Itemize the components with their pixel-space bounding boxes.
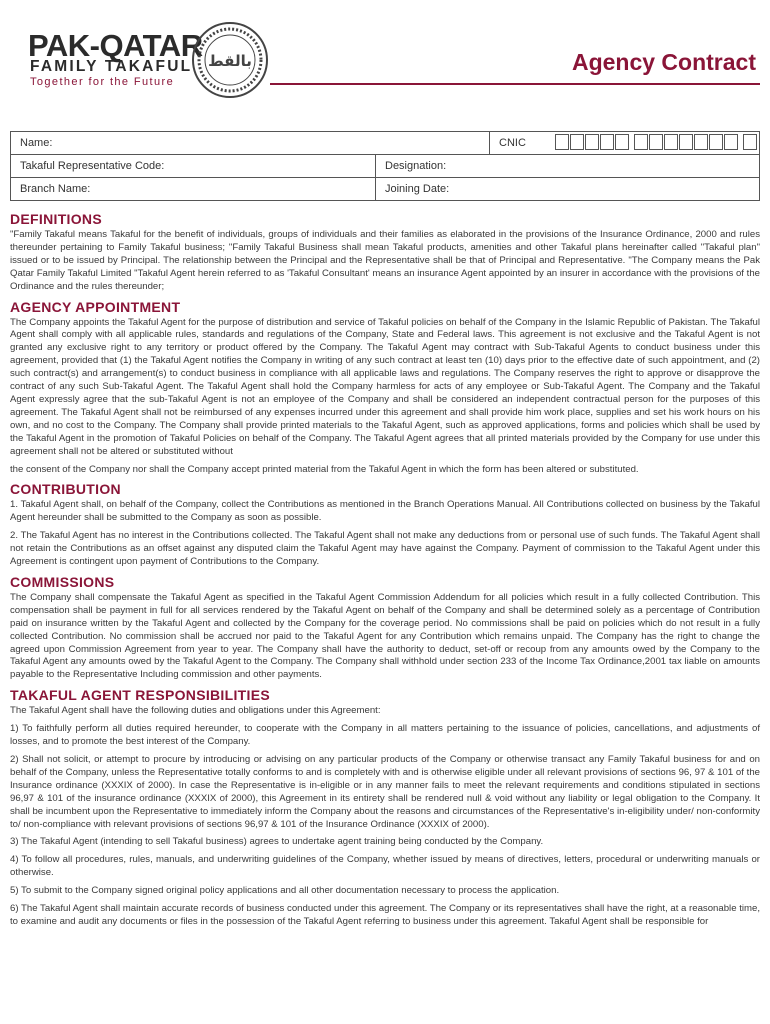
- cnic-digit-box[interactable]: [615, 134, 629, 150]
- section-paragraph: 2) Shall not solicit, or attempt to procure by introducing or advising on any particular products of the Company or otherwise transact any Family Takaful business for and on behalf of the Company, unless the Representative totally conforms to and is completely with and is otherwise eligible under all relevant provisions of sections 96, 97 & 101 of the Insurance ordinance (XXXIX of 2000). In case the Representative is in-eligible or in any manner fails to meet the relevant requirements and conditions stipulated in sections 96,97 & 101 of the insurance ordinance (XXXIX of 2000), this Agreement in its entirety shall be rendered null & void without any liability or legal obligation to the Company. It shall be incumbent upon the Representative to immediately inform the Company about the reasons and circumstances of the Representative's in-eligibility under/ non-conformity to/ non-compliance with relevant provisions of sections 96,97 & 101 of the Insurance Ordinance (XXXIX of 2000).: [10, 754, 760, 830]
- cnic-digit-box[interactable]: [600, 134, 614, 150]
- company-seal-logo: [190, 20, 270, 100]
- cnic-digit-box[interactable]: [679, 134, 693, 150]
- section-paragraph: 1) To faithfully perform all duties required hereunder, to cooperate with the Company in all matters pertaining to the issuance of policies, cancellations, and adjustments of losses, and to promote the best interest of the Company.: [10, 723, 760, 748]
- branch-field[interactable]: [11, 178, 376, 201]
- cnic-digit-box[interactable]: [709, 134, 723, 150]
- section-paragraph: The Company shall compensate the Takaful Agent as specified in the Takaful Agent Commission Addendum for all policies which result in a fully collected Contribution. This compensation shall be payment in full for all services rendered by the Takaful Agent on behalf of the Company and shall be determined solely as a percentage of Contribution paid on insurance written by the Takaful Agent and collected by the Company for the coverage period. No commissions shall be paid on policies which do not result in a fully collected Contribution. No commission shall be accrued nor paid to the Takaful Agent for any Contribution which remains unpaid. The Company has the right to change the agreed upon Commission Agreement from year to year. The Company shall have the authority to deduct, set-off or recoup from any amounts owed by the Company to the Takaful Agent any amounts owed by the Takaful Agent to the Company. The Company shall withhold under section 233 of the Income Tax Ordinance,2001 tax liable on amounts payable to the Representative Including commission and other payments.: [10, 591, 760, 681]
- brand-subname: FAMILY TAKAFUL: [30, 58, 193, 75]
- section-paragraph: "Family Takaful means Takaful for the benefit of individuals, groups of individuals and their families as elaborated in the provisions of the Insurance Ordinance, 2000 and rules thereunder pertaining to Family Takaful business; "Family Takaful Business shall mean Takaful products, amenities and other Takaful plans hereinafter called "Takaful plan" issued or to be issued by Principal. The relationship between the Principal and the Representative shall be that of Principal and Representative. "The Company means the Pak Qatar Family Takaful Limited "Takaful Agent herein referred to as 'Takaful Consultant' means an insurance Agent appointed by an insurer in accordance with the provisions of the Ordinance and the rules thereunder;: [10, 229, 760, 292]
- section-paragraph: 2. The Takaful Agent has no interest in the Contributions collected. The Takaful Agent shall not make any deductions from or personal use of such funds. The Takaful Agent shall not retain the Contributions as an offset against any disputed claim the Takaful Agent may have against the Company. Payment of commission to the Takaful Agent under this Agreement is contingent upon payment of Contributions to the Company.: [10, 530, 760, 568]
- section-paragraph: 4) To follow all procedures, rules, manuals, and underwriting guidelines of the Company, whether issued by means of directives, letters, procedural or underwriting manuals or otherwise.: [10, 854, 760, 879]
- svg-text:ﺑﺎﻟﻘﻂ: ﺑﺎﻟﻘﻂ: [208, 52, 252, 70]
- section-paragraph: 6) The Takaful Agent shall maintain accurate records of business conducted under this agreement. The Company or its representatives shall have the right, at a reasonable time, to examine and audit any documents or files in the possession of the Takaful Agent referring to business under this agreement. Takaful Agent shall be responsible for: [10, 903, 760, 927]
- branch-label: Branch Name:: [20, 183, 91, 195]
- rep-code-field[interactable]: [11, 155, 376, 178]
- section-heading: AGENCY APPOINTMENT: [10, 298, 181, 315]
- section-commissions: [10, 574, 760, 682]
- cnic-digit-box[interactable]: [743, 134, 757, 150]
- cnic-digit-box[interactable]: [724, 134, 738, 150]
- joining-date-field[interactable]: [376, 178, 760, 201]
- section-paragraph: 5) To submit to the Company signed original policy applications and all other documentation necessary to process the application.: [10, 885, 560, 897]
- section-paragraph: the consent of the Company nor shall the Company accept printed material from the Takaful Agent in which the form has been altered or substituted.: [10, 463, 639, 475]
- designation-field[interactable]: [376, 155, 760, 178]
- cnic-digit-box[interactable]: [634, 134, 648, 150]
- brand-tagline: Together for the Future: [30, 76, 175, 88]
- cnic-boxes[interactable]: [555, 134, 758, 153]
- cnic-digit-box[interactable]: [570, 134, 584, 150]
- section-paragraph: 3) The Takaful Agent (intending to sell Takaful business) agrees to undertake agent training being conducted by the Company.: [10, 836, 544, 848]
- joining-date-label: Joining Date:: [385, 183, 450, 195]
- cnic-digit-box[interactable]: [664, 134, 678, 150]
- brand-name: PAK-QATAR: [28, 28, 203, 63]
- cnic-field[interactable]: [490, 132, 760, 155]
- section-agency-appointment: [10, 299, 760, 477]
- section-heading: DEFINITIONS: [10, 211, 102, 227]
- section-heading: COMMISSIONS: [10, 573, 115, 590]
- section-takaful-agent-responsibilities: [10, 687, 760, 929]
- cnic-digit-box[interactable]: [555, 134, 569, 150]
- document-title: Agency Contract: [571, 49, 756, 75]
- section-paragraph: The Company appoints the Takaful Agent for the purpose of distribution and service of Takaful policies on behalf of the Company in the Islamic Republic of Pakistan. The Takaful Agent shall comply with all applicable rules, standards and regulations of the Company, State and Federal laws. This agreement is not exclusive and the Takaful Agent is not granted any exclusive right to any territory or product offered by the Company. The Takaful Agent may contract with Sub-Takaful Agents to conduct business under this agreement, provided that (1) the Takaful Agent notifies the Company in writing of any such contract at least ten (10) days prior to the effective date of such appointment, and (2) such contract(s) and arrangement(s) to conduct business in compliance with all applicable laws and regulations. The Company reserves the right to approve or disapprove the contract of any such Sub-Takaful Agent. The Takaful Agent shall hold the Company harmless for acts of any employee or Sub-Takaful Agent. The Company and the Takaful Agent expressly agree that the sub-Takaful Agent is not an employee of the Company and shall be considered an independent contractual person for the purposes of this agreement. The Takaful Agent shall not be reimbursed of any expenses incurred under this agreement and shall provide him work place, supplies and set his work hours on his own, and no cost to the Company. The Company shall provide printed materials to the Takaful Agent, such as approved applications, forms and policies which shall be used by the Takaful Agent in the promotion of Takaful Policies on behalf of the Company. The Takaful Agent agrees that all printed materials provided by the Company for use under this agreement shall not be altered or substituted without: [10, 316, 760, 457]
- cnic-label: CNIC: [499, 137, 526, 149]
- title-rule: [270, 83, 760, 85]
- cnic-digit-box[interactable]: [649, 134, 663, 150]
- section-definitions: [10, 211, 760, 294]
- section-heading: TAKAFUL AGENT RESPONSIBILITIES: [10, 687, 270, 704]
- cnic-digit-box[interactable]: [585, 134, 599, 150]
- section-paragraph: The Takaful Agent shall have the following duties and obligations under this Agreement:: [10, 705, 381, 717]
- section-contribution: [10, 481, 760, 569]
- section-heading: CONTRIBUTION: [10, 481, 121, 498]
- agent-info-form: [10, 131, 760, 201]
- section-paragraph: 1. Takaful Agent shall, on behalf of the Company, collect the Contributions as mentioned in the Branch Operations Manual. All Contributions collected on business by the Takaful Agent hereunder shall be submitted to the Company as soon as possible.: [10, 499, 760, 524]
- contract-body: [10, 208, 760, 934]
- rep-code-label: Takaful Representative Code:: [20, 160, 165, 172]
- name-label: Name:: [20, 137, 53, 149]
- name-field[interactable]: [11, 132, 490, 155]
- page-header: [0, 0, 770, 120]
- cnic-digit-box[interactable]: [694, 134, 708, 150]
- designation-label: Designation:: [385, 160, 447, 172]
